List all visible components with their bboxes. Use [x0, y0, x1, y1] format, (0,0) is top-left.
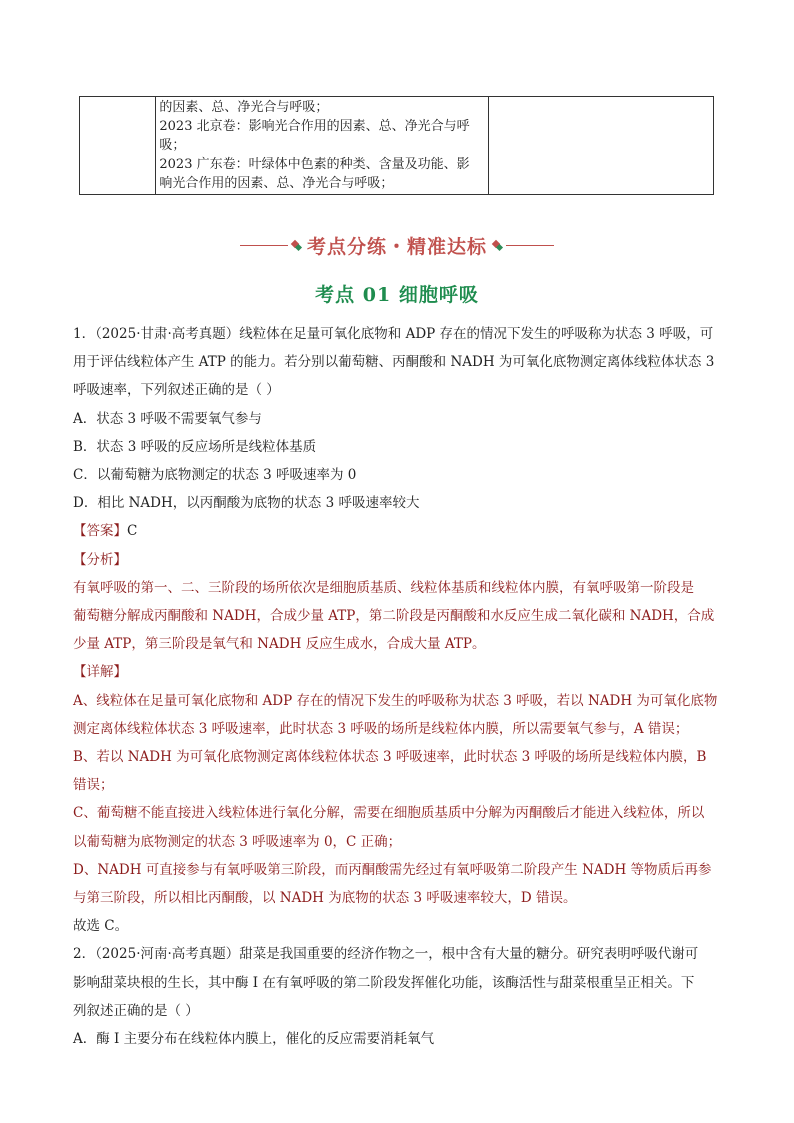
question-2-stem-line: 影响甜菜块根的生长，其中酶 I 在有氧呼吸的第二阶段发挥催化功能，该酶活性与甜菜根重呈正相关。下 [73, 974, 695, 991]
detail-line: C、葡萄糖不能直接进入线粒体进行氧化分解，需要在细胞质基质中分解为丙酮酸后才能进入线粒体，所以 [73, 805, 705, 822]
detail-line: 错误； [73, 777, 114, 794]
conclusion-line: 故选 C。 [73, 918, 129, 935]
table-line: 的因素、总、净光合与呼吸； [159, 100, 329, 115]
analysis-tag: 【分析】 [73, 551, 127, 568]
detail-line: A、线粒体在足量可氧化底物和 ADP 存在的情况下发生的呼吸称为状态 3 呼吸，若以 NADH 为可氧化底物 [73, 692, 718, 709]
detail-line: 以葡萄糖为底物测定的状态 3 呼吸速率为 0，C 正确； [73, 833, 402, 850]
table-line: 2023 广东卷：叶绿体中色素的种类、含量及功能、影 [159, 157, 470, 172]
question-2-option-a: A．酶 I 主要分布在线粒体内膜上，催化的反应需要消耗氧气 [73, 1031, 435, 1048]
answer-tag: 【答案】 [73, 523, 127, 540]
analysis-line: 有氧呼吸的第一、二、三阶段的场所依次是细胞质基质、线粒体基质和线粒体内膜，有氧呼吸第一阶段是 [73, 579, 694, 596]
question-1-stem-line: 用于评估线粒体产生 ATP 的能力。若分别以葡萄糖、丙酮酸和 NADH 为可氧化底物测定离体线粒体状态 3 [73, 354, 715, 371]
answer-value: C [127, 523, 138, 540]
diamond-ornament-icon [292, 241, 301, 250]
divider-line-left [240, 245, 288, 246]
section-header [0, 230, 794, 260]
table-cell-exams [156, 97, 488, 195]
question-1-option-c: C．以葡萄糖为底物测定的状态 3 呼吸速率为 0 [73, 467, 357, 484]
question-1-stem-line: 呼吸速率，下列叙述正确的是（ ） [73, 382, 280, 399]
divider-line-right [506, 245, 554, 246]
table-line: 响光合作用的因素、总、净光合与呼吸； [159, 176, 394, 191]
question-2-stem-line: 2．（2025·河南·高考真题）甜菜是我国重要的经济作物之一，根中含有大量的糖分。研究表明呼吸代谢可 [73, 946, 699, 963]
analysis-line: 少量 ATP，第三阶段是氧气和 NADH 反应生成水，合成大量 ATP。 [73, 636, 486, 653]
question-1-stem-line: 1．（2025·甘肃·高考真题）线粒体在足量可氧化底物和 ADP 存在的情况下发生的呼吸称为状态 3 呼吸，可 [73, 326, 714, 342]
analysis-line: 葡萄糖分解成丙酮酸和 NADH，合成少量 ATP，第二阶段是丙酮酸和水反应生成二氧化碳和 NADH，合成 [73, 608, 715, 625]
detail-tag: 【详解】 [73, 664, 127, 681]
topic-title: 考点 01 细胞呼吸 [315, 284, 479, 306]
question-1-option-a: A．状态 3 呼吸不需要氧气参与 [73, 410, 262, 427]
detail-line: B、若以 NADH 为可氧化底物测定离体线粒体状态 3 呼吸速率，此时状态 3 呼吸的场所是线粒体内膜，B [73, 749, 707, 766]
question-2-stem-line: 列叙述正确的是（ ） [73, 1002, 199, 1019]
table-line: 2023 北京卷：影响光合作用的因素、总、净光合与呼 [159, 119, 470, 134]
table-cell-right [488, 97, 713, 195]
question-1-option-d: D．相比 NADH，以丙酮酸为底物的状态 3 呼吸速率较大 [73, 495, 420, 512]
question-content [73, 320, 723, 1053]
table-row [80, 97, 714, 195]
diamond-ornament-icon [493, 241, 502, 250]
answer-line [73, 517, 723, 545]
exam-topic-table [79, 96, 714, 195]
detail-line: 与第三阶段，所以相比丙酮酸，以 NADH 为底物的状态 3 呼吸速率较大，D 错误。 [73, 890, 577, 907]
table-line: 吸； [159, 138, 186, 153]
detail-line: D、NADH 可直接参与有氧呼吸第三阶段，而丙酮酸需先经过有氧呼吸第二阶段产生 NADH 等物质后再参 [73, 861, 712, 878]
table-cell-left [80, 97, 156, 195]
detail-line: 测定离体线粒体状态 3 呼吸速率，此时状态 3 呼吸的场所是线粒体内膜，所以需要氧气参与，A 错误； [73, 720, 689, 737]
question-1-option-b: B．状态 3 呼吸的反应场所是线粒体基质 [73, 438, 317, 455]
section-title: 考点分练・精准达标 [306, 235, 487, 258]
